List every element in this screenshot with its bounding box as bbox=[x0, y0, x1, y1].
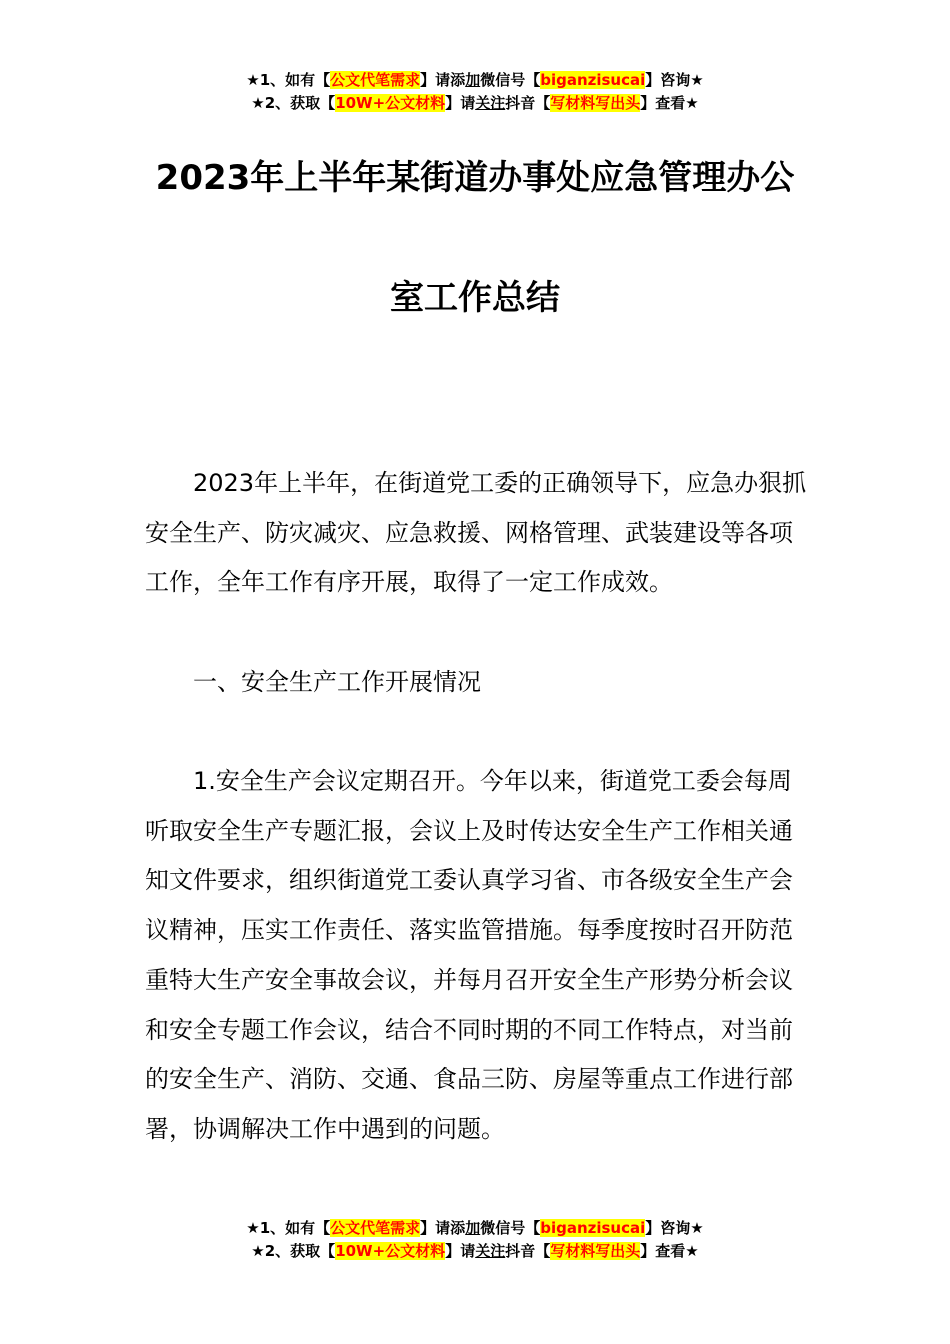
banner-highlight: 公文代笔需求 bbox=[330, 1219, 421, 1237]
banner-text: 抖音【 bbox=[505, 1242, 551, 1260]
banner-text: 微信号【 bbox=[480, 1219, 541, 1237]
banner-text: ★1、如有【 bbox=[246, 71, 331, 89]
doc-title-line-2: 室工作总结 bbox=[390, 278, 560, 318]
banner-text: 】请添 bbox=[420, 1219, 466, 1237]
banner-text: ★1、如有【 bbox=[246, 1219, 331, 1237]
banner-text: 】请 bbox=[445, 1242, 476, 1260]
banner-line-2 bbox=[0, 92, 950, 115]
banner-text: 微信号【 bbox=[480, 71, 541, 89]
banner-highlight: 写材料写出头 bbox=[550, 1242, 641, 1260]
banner-highlight: biganzisucai bbox=[540, 71, 646, 89]
banner-line-1 bbox=[0, 69, 950, 92]
doc-title-line-1: 2023年上半年某街道办事处应急管理办公 bbox=[155, 158, 795, 198]
banner-text: 】查看★ bbox=[640, 1242, 699, 1260]
banner-underline: 加 bbox=[465, 71, 481, 89]
banner-text: ★2、获取【 bbox=[251, 1242, 336, 1260]
banner-text: 】咨询★ bbox=[645, 1219, 704, 1237]
banner-highlight: biganzisucai bbox=[540, 1219, 646, 1237]
banner-underline: 加 bbox=[465, 1219, 481, 1237]
banner-highlight: 写材料写出头 bbox=[550, 94, 641, 112]
banner-text: 】查看★ bbox=[640, 94, 699, 112]
banner-line-1 bbox=[0, 1217, 950, 1240]
banner-text: 】咨询★ bbox=[645, 71, 704, 89]
footer-banner bbox=[0, 1217, 950, 1263]
body-paragraph: 1.安全生产会议定期召开。今年以来，街道党工委会每周听取安全生产专题汇报，会议上及时传达安全生产工作相关通知文件要求，组织街道党工委认真学习省、市各级安全生产会议精神，压实工作责任、落实监管措施。每季度按时召开防范重特大生产安全事故会议，并每月召开安全生产形势分析会议和安全专题工作会议，结合不同时期的不同工作特点，对当前的安全生产、消防、交通、食品三防、房屋等重点工作进行部署，协调解决工作中遇到的问题。 bbox=[145, 767, 793, 1143]
section-heading: 一、安全生产工作开展情况 bbox=[193, 668, 481, 696]
banner-underline: 关注 bbox=[475, 94, 506, 112]
banner-underline: 关注 bbox=[475, 1242, 506, 1260]
banner-text: 】请添 bbox=[420, 71, 466, 89]
banner-text: 抖音【 bbox=[505, 94, 551, 112]
banner-highlight: 10W+公文材料 bbox=[335, 1242, 446, 1260]
header-banner bbox=[0, 69, 950, 115]
banner-highlight: 10W+公文材料 bbox=[335, 94, 446, 112]
banner-highlight: 公文代笔需求 bbox=[330, 71, 421, 89]
banner-text: 】请 bbox=[445, 94, 476, 112]
banner-line-2 bbox=[0, 1240, 950, 1263]
intro-paragraph: 2023年上半年，在街道党工委的正确领导下，应急办狠抓安全生产、防灾减灾、应急救援、网格管理、武装建设等各项工作，全年工作有序开展，取得了一定工作成效。 bbox=[145, 469, 807, 597]
banner-text: ★2、获取【 bbox=[251, 94, 336, 112]
